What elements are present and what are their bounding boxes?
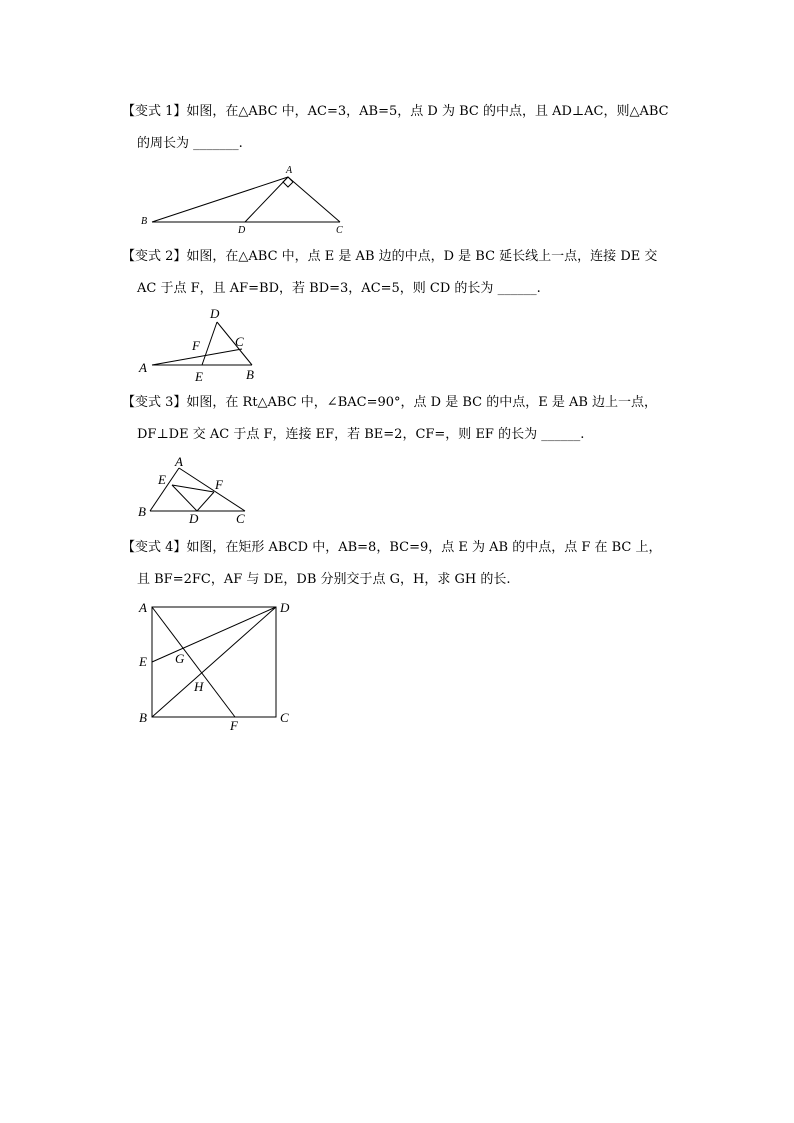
segment-ac	[288, 177, 340, 222]
segment-de	[202, 322, 217, 365]
label-c: C	[280, 710, 289, 725]
segment-ba	[152, 177, 288, 222]
label-a: A	[175, 454, 183, 469]
segment-bd	[152, 607, 276, 717]
problem-4-line-1: 【变式 4】如图，在矩形 ABCD 中，AB=8，BC=9，点 E 为 AB 的中点，点 F 在 BC 上，	[122, 540, 662, 555]
figure-1	[135, 160, 355, 240]
segment-df	[197, 492, 214, 511]
label-e: E	[139, 654, 147, 669]
label-c: C	[236, 511, 245, 526]
label-e: E	[158, 472, 166, 487]
label-e: E	[195, 369, 203, 384]
label-b: B	[141, 216, 148, 227]
label-c: C	[235, 334, 244, 349]
problem-3-line-2: DF⊥DE 交 AC 于点 F，连接 EF，若 BE=2，CF=，则 EF 的长为 ______.	[137, 427, 585, 442]
label-d: D	[238, 225, 246, 236]
problem-1-line-2: 的周长为 _______.	[137, 136, 243, 151]
problem-2-line-2: AC 于点 F，且 AF=BD，若 BD=3，AC=5，则 CD 的长为 ______.	[137, 281, 541, 296]
label-g: G	[175, 651, 185, 666]
label-d: D	[189, 511, 199, 526]
label-b: B	[139, 710, 147, 725]
label-a: A	[139, 600, 147, 615]
label-c: C	[336, 225, 343, 236]
problem-4-line-2: 且 BF=2FC，AF 与 DE，DB 分别交于点 G，H，求 GH 的长.	[137, 572, 511, 587]
problem-2-line-1: 【变式 2】如图，在△ABC 中，点 E 是 AB 边的中点，D 是 BC 延长线上一点，连接 DE 交	[122, 249, 658, 264]
figure-2	[135, 300, 275, 385]
label-f: F	[215, 477, 223, 492]
figure-3	[135, 452, 265, 527]
problem-1-line-1: 【变式 1】如图，在△ABC 中，AC=3，AB=5，点 D 为 BC 的中点，且 AD⊥AC，则△ABC	[122, 104, 669, 119]
label-b: B	[138, 504, 146, 519]
label-h: H	[194, 679, 204, 694]
label-a: A	[139, 360, 147, 375]
problem-3-line-1: 【变式 3】如图，在 Rt△ABC 中，∠BAC=90°，点 D 是 BC 的中点，E 是 AB 边上一点，	[122, 395, 658, 410]
label-b: B	[246, 367, 254, 382]
segment-ed	[152, 607, 276, 662]
label-d: D	[210, 306, 220, 321]
label-f: F	[192, 338, 200, 353]
label-f: F	[230, 718, 238, 733]
label-a: A	[286, 165, 293, 176]
segment-af	[152, 607, 235, 717]
segment-ac	[179, 468, 245, 511]
figure-4	[135, 598, 300, 738]
label-d: D	[280, 600, 290, 615]
